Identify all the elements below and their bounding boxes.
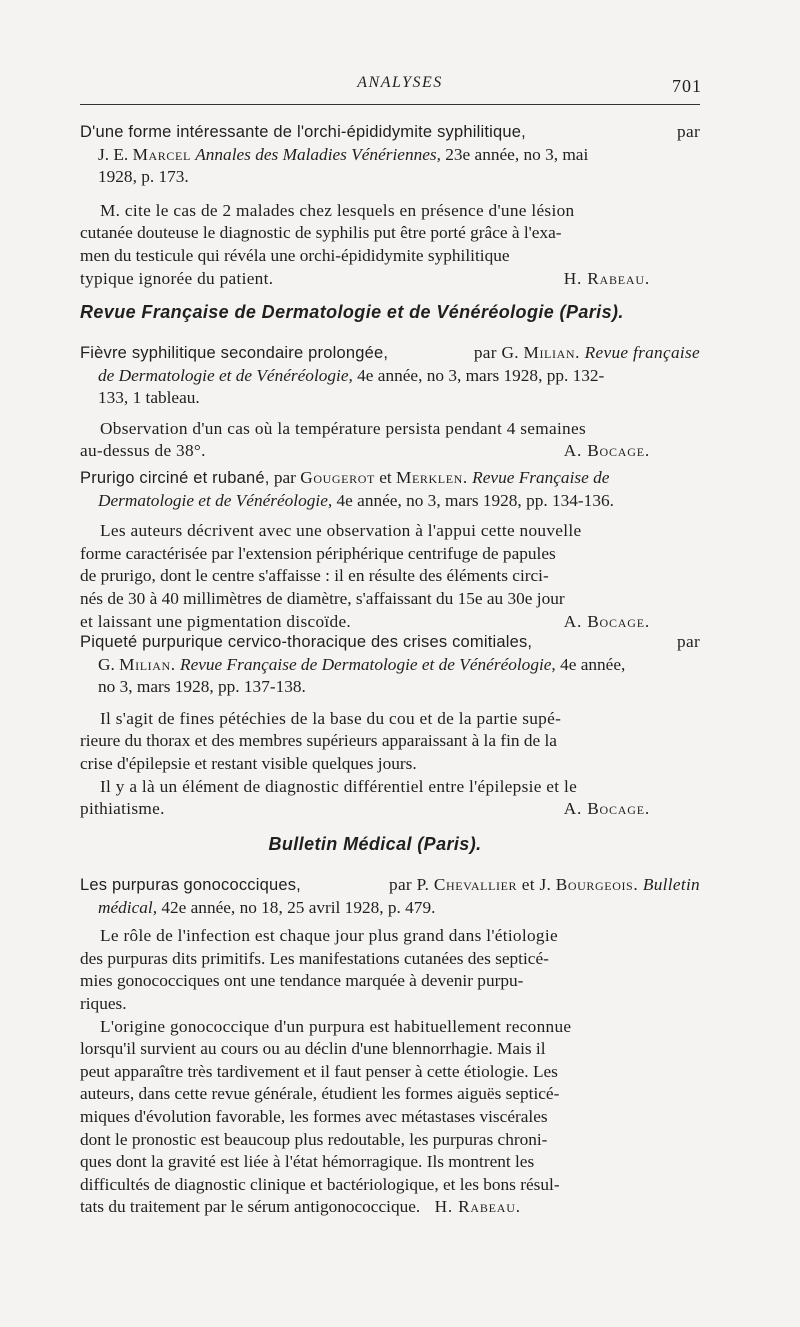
author-name: Marcel bbox=[132, 144, 191, 164]
reviewer-signature: A. Bocage. bbox=[563, 441, 650, 461]
author-name: Chevallier bbox=[433, 875, 518, 894]
running-head bbox=[0, 74, 800, 100]
reviewer-signature: H. Rabeau. bbox=[434, 1197, 521, 1217]
page-number: 701 bbox=[672, 76, 702, 96]
author-name: Milian. bbox=[523, 343, 581, 362]
abstract-prurigo: Prurigo circiné et rubané, par Gougerot et Merklen. Revue Française de Dermatologie et de Vénéréologie, 4e année, no 3, mars 1928, pp. 134-136. Les auteurs décrivent avec une observation à l'appui cette nouvelle forme caractérisée par l'extension périphérique centrifuge de papules de prurigo, dont le centre s'affaisse : il en résulte des éléments circi- nés de 30 à 40 millimètres de diamètre, s'affaissant du 15e au 30e jour et laissant une pigmentation discoïde. A. Bocage. bbox=[80, 467, 700, 633]
abstract-orchi-epididymite bbox=[80, 121, 700, 290]
citation-details: 23e année, no 3, mai bbox=[445, 144, 589, 164]
abstract-body: M. cite le cas de 2 malades chez lesquels en présence d'une lésion cutanée douteuse le diagnostic de syphilis put être porté grâce à l'exa- men du testicule qui révéla une orchi-épididymite syphilitique typique ignorée du patient. H. Rabeau. bbox=[80, 200, 700, 290]
citation-details: 4e année, bbox=[560, 654, 626, 674]
reviewer-signature: A. Bocage. bbox=[563, 611, 650, 631]
citation-details: 4e année, no 3, mars 1928, pp. 132- bbox=[357, 365, 605, 385]
abstract-body: Observation d'un cas où la température persista pendant 4 semaines au-dessus de 38°. A. Bocage. bbox=[80, 418, 700, 463]
abstract-fievre-syphilitique: Fièvre syphilitique secondaire prolongée, par G. Milian. Revue française de Dermatologie et de Vénéréologie, 4e année, no 3, mars 1928, pp. 132- 133, 1 tableau. Observation d'un cas où la température persista pendant 4 semaines au-dessus de 38°. A. Bocage. bbox=[80, 342, 700, 463]
abstract-purpuras-gonococciques: Les purpuras gonococciques, par P. Chevallier et J. Bourgeois. Bulletin médical, 42e année, no 18, 25 avril 1928, p. 479. Le rôle de l'infection est chaque jour plus grand dans l'étiologie des purpuras dits primitifs. Les manifestations cutanées des septicé- mies gonococciques ont une tendance marquée à devenir purpu- riques. L'origine gonococcique d'un purpura est habituellement reconnue lorsqu'il survient au cours ou au déclin d'une blennorrhagie. Mais il peut apparaître très tardivement et il faut penser à cette étiologie. Les auteurs, dans cette revue générale, étudient les formes aiguës septicé- miques d'évolution favorable, les formes avec métastases viscérales dont le pronostic est beaucoup plus redoutable, les purpuras chroni- ques dont la gravité est liée à l'état hémorragique. Ils montrent les difficultés de diagnostic clinique et bactériologique, et les bons résul- tats du traitement par le sérum antigonococcique. H. Rabeau. bbox=[80, 874, 700, 1219]
reviewer-signature: H. Rabeau. bbox=[563, 268, 650, 288]
abstract-title: Piqueté purpurique cervico-thoracique des crises comitiales, bbox=[80, 633, 533, 651]
journal-section-heading: Revue Française de Dermatologie et de Vénéréologie (Paris). bbox=[80, 302, 624, 322]
reviewer-signature: A. Bocage. bbox=[563, 799, 650, 819]
journal-name: Revue Française de bbox=[472, 468, 610, 487]
abstract-title: D'une forme intéressante de l'orchi-épididymite syphilitique, bbox=[80, 123, 526, 141]
citation-details: 42e année, no 18, 25 avril 1928, p. 479. bbox=[161, 897, 436, 917]
journal-name: Revue française bbox=[584, 343, 700, 362]
abstract-title: Prurigo circiné et rubané, bbox=[80, 469, 270, 487]
journal-name: Annales des Maladies Vénériennes, bbox=[195, 144, 441, 164]
journal-section-heading: Bulletin Médical (Paris). bbox=[268, 834, 482, 854]
abstract-title: Fièvre syphilitique secondaire prolongée, bbox=[80, 344, 389, 362]
abstract-reference: D'une forme intéressante de l'orchi-épididymite syphilitique, par J. E. Marcel Annales des Maladies Vénériennes, 23e année, no 3, mai 1928, p. 173. bbox=[80, 122, 700, 187]
journal-name: Revue Française de Dermatologie et de Vénéréologie, bbox=[180, 654, 556, 674]
journal-name: Bulletin bbox=[642, 875, 700, 894]
author-name: Bourgeois. bbox=[555, 875, 639, 894]
author-name: Merklen. bbox=[396, 468, 468, 487]
header-rule bbox=[80, 104, 700, 105]
abstract-title: Les purpuras gonococciques, bbox=[80, 876, 301, 894]
author-name: Milian. bbox=[119, 654, 176, 674]
by-word: par bbox=[677, 122, 700, 141]
abstract-body: Les auteurs décrivent avec une observation à l'appui cette nouvelle forme caractérisée par l'extension périphérique centrifuge de papules de prurigo, dont le centre s'affaisse : il en résulte des éléments circi- nés de 30 à 40 millimètres de diamètre, s'affaissant du 15e au 30e jour et laissant une pigmentation discoïde. A. Bocage. bbox=[80, 520, 700, 633]
running-title: ANALYSES bbox=[357, 74, 443, 91]
citation-details: 4e année, no 3, mars 1928, pp. 134-136. bbox=[336, 490, 614, 510]
abstract-piquete-purpurique: Piqueté purpurique cervico-thoracique des crises comitiales, par G. Milian. Revue Française de Dermatologie et de Vénéréologie, 4e année, no 3, mars 1928, pp. 137-138. Il s'agit de fines pétéchies de la base du cou et de la partie supé- rieure du thorax et des membres supérieurs apparaissant à la fin de la crise d'épilepsie et restant visible quelques jours. Il y a là un élément de diagnostic différentiel entre l'épilepsie et le pithiatisme. A. Bocage. bbox=[80, 631, 700, 821]
author-name: Gougerot bbox=[300, 468, 375, 487]
abstract-body: Il s'agit de fines pétéchies de la base du cou et de la partie supé- rieure du thorax et des membres supérieurs apparaissant à la fin de la crise d'épilepsie et restant visible quelques jours. Il y a là un élément de diagnostic différentiel entre l'épilepsie et le pithiatisme. A. Bocage. bbox=[80, 708, 700, 821]
abstract-body: Le rôle de l'infection est chaque jour plus grand dans l'étiologie des purpuras dits primitifs. Les manifestations cutanées des septicé- mies gonococciques ont une tendance marquée à devenir purpu- riques. L'origine gonococcique d'un purpura est habituellement reconnue lorsqu'il survient au cours ou au déclin d'une blennorrhagie. Mais il peut apparaître très tardivement et il faut penser à cette étiologie. Les auteurs, dans cette revue générale, étudient les formes aiguës septicé- miques d'évolution favorable, les formes avec métastases viscérales dont le pronostic est beaucoup plus redoutable, les purpuras chroni- ques dont la gravité est liée à l'état hémorragique. Ils montrent les difficultés de diagnostic clinique et bactériologique, et les bons résul- tats du traitement par le sérum antigonococcique. H. Rabeau. bbox=[80, 926, 572, 1217]
